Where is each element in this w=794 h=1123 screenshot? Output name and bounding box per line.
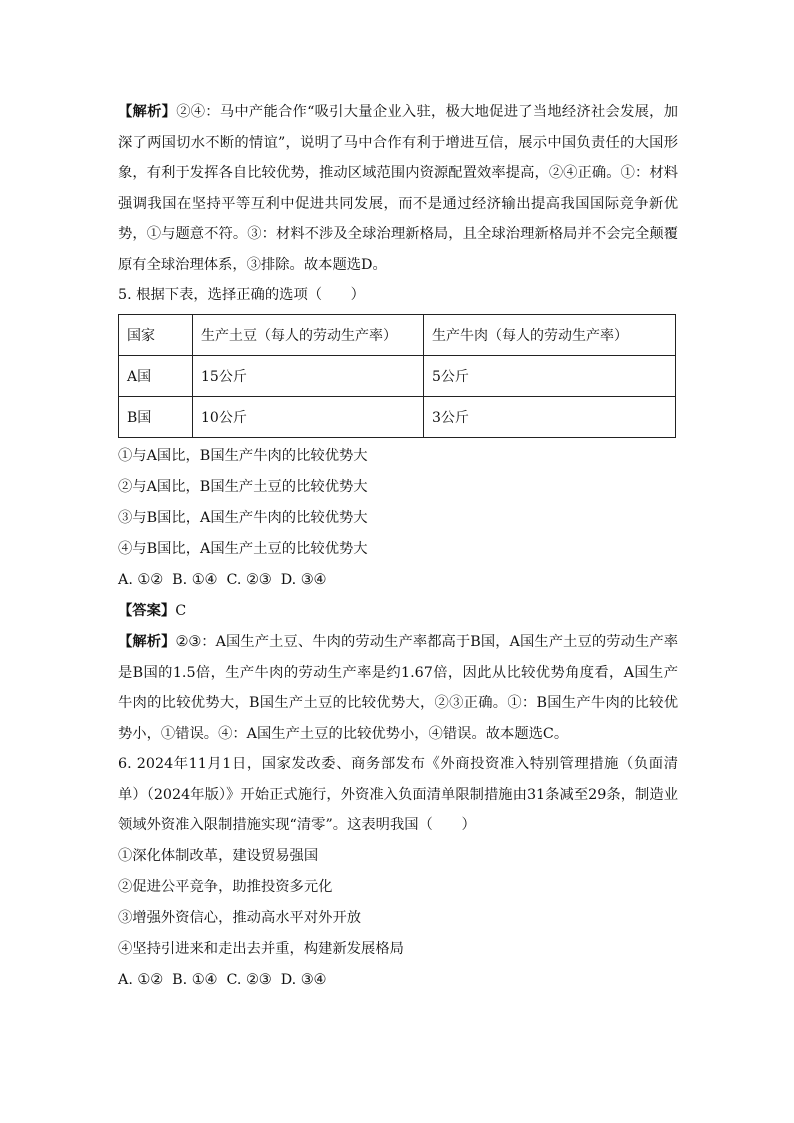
q6-choices: A. ①② B. ①④ C. ②③ D. ③④ [118, 971, 327, 988]
q6-option: ④坚持引进来和走出去并重，构建新发展格局 [118, 940, 404, 957]
analysis-label: 【解析】 [118, 104, 177, 120]
q5-analysis [118, 627, 678, 749]
table-cell: B国 [119, 397, 193, 438]
document-content [118, 97, 678, 996]
table-row [119, 397, 676, 438]
q6-stem: 6. 2024年11月1日，国家发改委、商务部发布《外商投资准入特别管理措施（负面清单）（2024年版）》开始正式施行，外资准入负面清单限制措施由31条减至29条，制造业领域外资准入限制措施实现“清零”。这表明我国（ ） [118, 756, 678, 833]
table-cell: 15公斤 [193, 356, 424, 397]
analysis-text: ②③：A国生产土豆、牛肉的劳动生产率都高于B国，A国生产土豆的劳动生产率是B国的1.5倍，生产牛肉的劳动生产率是约1.67倍，因此从比较优势角度看，A国生产牛肉的比较优势大，B国生产土豆的比较优势大，②③正确。①：B国生产牛肉的比较优势小，①错误。④：A国生产土豆的比较优势小，④错误。故本题选C。 [118, 634, 678, 742]
q5-table [118, 314, 676, 438]
q5-option: ④与B国比，A国生产土豆的比较优势大 [118, 541, 368, 557]
table-cell: A国 [119, 356, 193, 397]
q5-option: ②与A国比，B国生产土豆的比较优势大 [118, 479, 368, 495]
q5-option: ①与A国比，B国生产牛肉的比较优势大 [118, 448, 368, 464]
q6-option: ②促进公平竞争，助推投资多元化 [118, 878, 333, 895]
table-cell: 10公斤 [193, 397, 424, 438]
answer-value: C [175, 603, 187, 619]
q6-option: ①深化体制改革，建设贸易强国 [118, 847, 319, 864]
q5-option: ③与B国比，A国生产牛肉的比较优势大 [118, 510, 368, 526]
table-header-cell: 生产牛肉（每人的劳动生产率） [424, 315, 676, 356]
q5-stem: 5. 根据下表，选择正确的选项（ ） [118, 287, 365, 303]
analysis-text: ②④：马中产能合作“吸引大量企业入驻，极大地促进了当地经济社会发展，加深了两国切水不断的情谊”，说明了马中合作有利于增进互信，展示中国负责任的大国形象，有利于发挥各自比较优势，推动区域范围内资源配置效率提高，②④正确。①：材料强调我国在坚持平等互利中促进共同发展，而不是通过经济输出提高我国国际竞争新优势，①与题意不符。③：材料不涉及全球治理新格局，且全球治理新格局并不会完全颠覆原有全球治理体系，③排除。故本题选D。 [118, 104, 679, 273]
q4-analysis [118, 97, 678, 280]
q5-choices: A. ①② B. ①④ C. ②③ D. ③④ [118, 572, 327, 588]
table-header-row [119, 315, 676, 356]
q5-answer [118, 596, 678, 627]
table-header-cell: 国家 [119, 315, 193, 356]
table-cell: 5公斤 [424, 356, 676, 397]
table-header-cell: 生产土豆（每人的劳动生产率） [193, 315, 424, 356]
table-cell: 3公斤 [424, 397, 676, 438]
table-row [119, 356, 676, 397]
q6-option: ③增强外资信心，推动高水平对外开放 [118, 909, 362, 926]
analysis-label: 【解析】 [118, 634, 176, 650]
answer-label: 【答案】 [118, 603, 176, 619]
